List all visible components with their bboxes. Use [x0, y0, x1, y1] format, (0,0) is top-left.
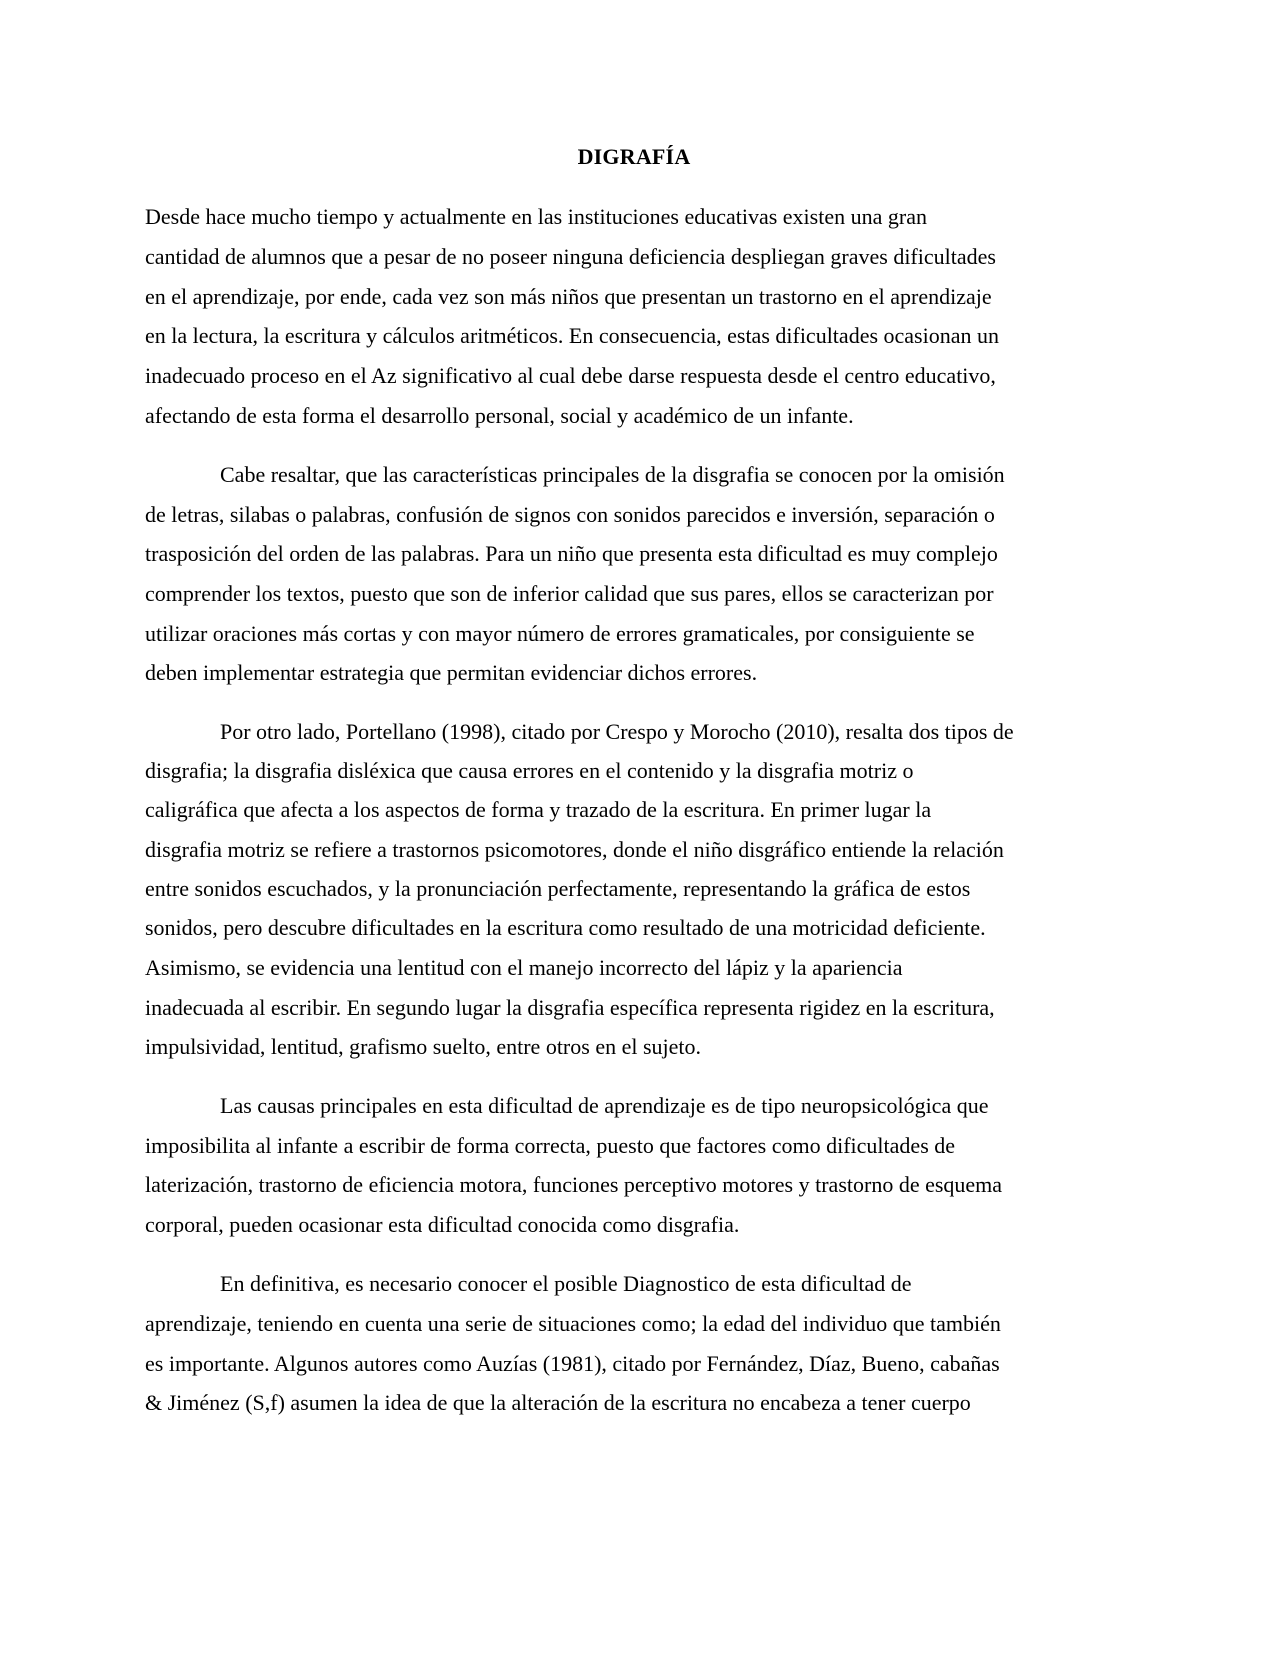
paragraph-4-line-2: imposibilita al infante a escribir de forma correcta, puesto que factores como dificultades de	[145, 1133, 956, 1158]
paragraph-3-line-5: entre sonidos escuchados, y la pronunciación perfectamente, representando la gráfica de estos	[145, 876, 971, 901]
paragraph-2-line-4: comprender los textos, puesto que son de inferior calidad que sus pares, ellos se caracterizan por	[145, 581, 994, 606]
paragraph-5-line-3: es importante. Algunos autores como Auzías (1981), citado por Fernández, Díaz, Bueno, cabañas	[145, 1351, 1000, 1376]
paragraph-2-line-2: de letras, silabas o palabras, confusión de signos con sonidos parecidos e inversión, separación o	[145, 502, 995, 527]
paragraph-1-line-6: afectando de esta forma el desarrollo personal, social y académico de un infante.	[145, 403, 854, 428]
paragraph-2-line-6: deben implementar estrategia que permitan evidenciar dichos errores.	[145, 660, 758, 685]
paragraph-3-line-8: inadecuada al escribir. En segundo lugar la disgrafia específica representa rigidez en la escritura,	[145, 995, 995, 1020]
paragraph-3-line-3: caligráfica que afecta a los aspectos de forma y trazado de la escritura. En primer lugar la	[145, 797, 932, 822]
paragraph-3-line-2: disgrafia; la disgrafia disléxica que causa errores en el contenido y la disgrafia motriz o	[145, 758, 914, 783]
paragraph-4-line-3: laterización, trastorno de eficiencia motora, funciones perceptivo motores y trastorno de esquema	[145, 1172, 1003, 1197]
paragraph-5-line-2: aprendizaje, teniendo en cuenta una serie de situaciones como; la edad del individuo que también	[145, 1311, 1001, 1336]
paragraph-2-line-3: trasposición del orden de las palabras. Para un niño que presenta esta dificultad es muy complejo	[145, 541, 998, 566]
paragraph-3-line-4: disgrafia motriz se refiere a trastornos psicomotores, donde el niño disgráfico entiende la relación	[145, 837, 1004, 862]
paragraph-5-line-1: En definitiva, es necesario conocer el posible Diagnostico de esta dificultad de	[220, 1271, 912, 1296]
paragraph-1-line-3: en el aprendizaje, por ende, cada vez son más niños que presentan un trastorno en el aprendizaje	[145, 284, 992, 309]
paragraph-1-line-5: inadecuado proceso en el Az significativo al cual debe darse respuesta desde el centro educativo,	[145, 363, 996, 388]
paragraph-1-line-2: cantidad de alumnos que a pesar de no poseer ninguna deficiencia despliegan graves dificultades	[145, 244, 996, 269]
paragraph-4-line-4: corporal, pueden ocasionar esta dificultad conocida como disgrafia.	[145, 1212, 740, 1237]
paragraph-2-line-1: Cabe resaltar, que las características principales de la disgrafia se conocen por la omisión	[220, 462, 1005, 487]
paragraph-2-line-5: utilizar oraciones más cortas y con mayor número de errores gramaticales, por consiguiente se	[145, 621, 975, 646]
paragraph-3-line-6: sonidos, pero descubre dificultades en la escritura como resultado de una motricidad deficiente.	[145, 915, 986, 940]
paragraph-4-line-1: Las causas principales en esta dificultad de aprendizaje es de tipo neuropsicológica que	[220, 1093, 989, 1118]
paragraph-1-line-1: Desde hace mucho tiempo y actualmente en las instituciones educativas existen una gran	[145, 204, 927, 229]
paragraph-1-line-4: en la lectura, la escritura y cálculos aritméticos. En consecuencia, estas dificultades ocasionan un	[145, 323, 999, 348]
document-title: DIGRAFÍA	[577, 144, 691, 169]
paragraph-3-line-7: Asimismo, se evidencia una lentitud con el manejo incorrecto del lápiz y la apariencia	[145, 955, 903, 980]
paragraph-3-line-1: Por otro lado, Portellano (1998), citado por Crespo y Morocho (2010), resalta dos tipos de	[220, 719, 1014, 744]
paragraph-3-line-9: impulsividad, lentitud, grafismo suelto, entre otros en el sujeto.	[145, 1034, 702, 1059]
paragraph-5-line-4: & Jiménez (S,f) asumen la idea de que la alteración de la escritura no encabeza a tener cuerpo	[145, 1390, 971, 1415]
